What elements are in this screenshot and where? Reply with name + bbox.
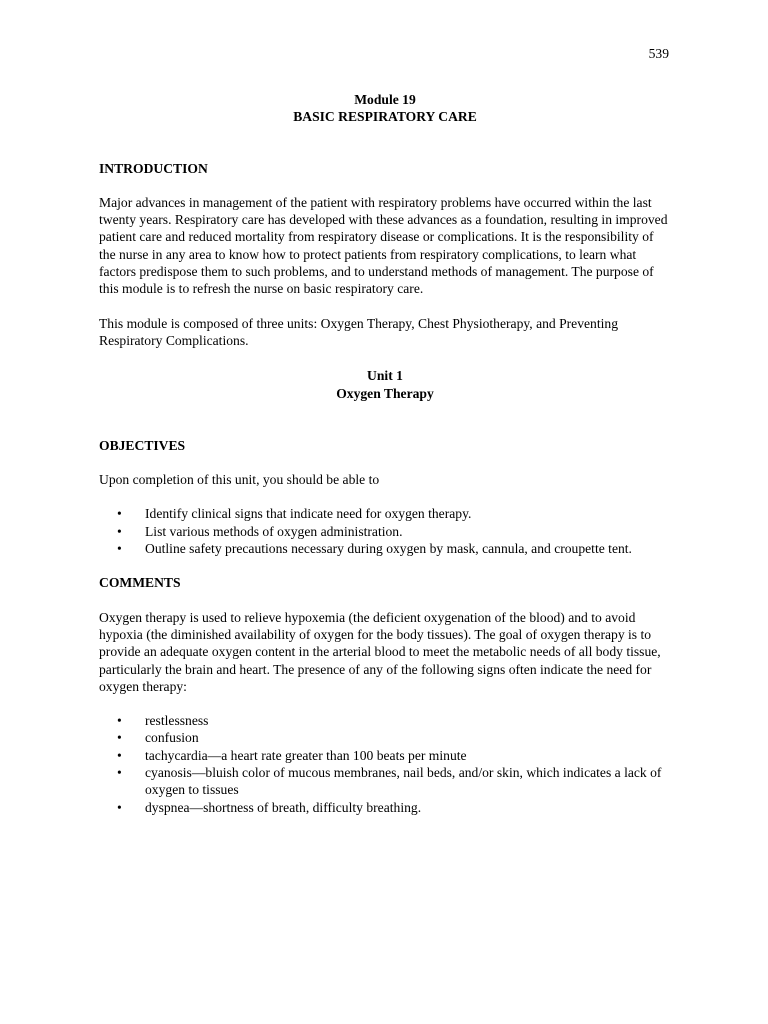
list-item: • Identify clinical signs that indicate need for oxygen therapy.: [99, 505, 671, 522]
signs-list: [99, 712, 671, 816]
page-number: 539: [648, 46, 669, 61]
list-item: • dyspnea—shortness of breath, difficulty breathing.: [99, 799, 671, 816]
comments-heading: COMMENTS: [99, 575, 181, 591]
list-item: • confusion: [99, 729, 671, 746]
objectives-list: [99, 505, 671, 557]
unit-title: Oxygen Therapy: [336, 385, 434, 401]
list-item: • restlessness: [99, 712, 671, 729]
unit-number: Unit 1: [367, 368, 403, 384]
introduction-heading: INTRODUCTION: [99, 160, 208, 176]
comments-paragraph: Oxygen therapy is used to relieve hypoxemia (the deficient oxygenation of the blood) and to avoid hypoxia (the diminished availability of oxygen for the body tissues). The goal of oxygen therapy is to provide an adequate oxygen content in the arterial blood to meet the metabolic needs of all body tissue, particularly the brain and heart. The presence of any of the following signs often indicate the need for oxygen therapy:: [99, 609, 661, 694]
module-title-block: [99, 91, 671, 126]
module-number: Module 19: [354, 92, 416, 107]
document-body: [99, 91, 671, 816]
list-item: • List various methods of oxygen administration.: [99, 523, 671, 540]
list-item: • Outline safety precautions necessary during oxygen by mask, cannula, and croupette tent.: [99, 540, 671, 557]
unit-title-block: [99, 367, 671, 402]
objectives-intro: Upon completion of this unit, you should be able to: [99, 472, 380, 488]
objectives-heading: OBJECTIVES: [99, 437, 186, 453]
introduction-paragraph: Major advances in management of the patient with respiratory problems have occurred within the last twenty years. Respiratory care has developed with these advances as a foundation, resulting in improved patient care and reduced mortality from respiratory disease or complications. It is the responsibility of the nurse in any area to know how to protect patients from respiratory complications, to learn what factors predispose them to such problems, and to understand methods of management. The purpose of this module is to refresh the nurse on basic respiratory care.: [99, 194, 668, 297]
list-item: • cyanosis—bluish color of mucous membranes, nail beds, and/or skin, which indicates a lack of oxygen to tissues: [99, 764, 671, 799]
module-title: BASIC RESPIRATORY CARE: [293, 109, 477, 125]
list-item: • tachycardia—a heart rate greater than 100 beats per minute: [99, 747, 671, 764]
module-units-paragraph: This module is composed of three units: Oxygen Therapy, Chest Physiotherapy, and Preventing Respiratory Complications.: [99, 315, 618, 348]
